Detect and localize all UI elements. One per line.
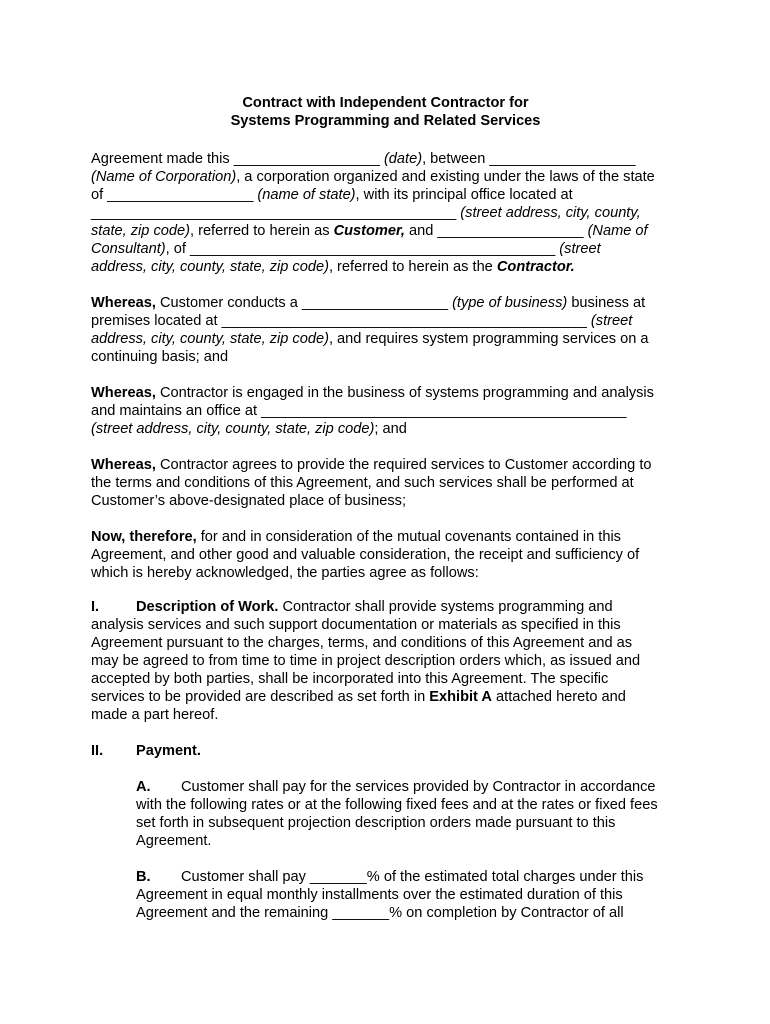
text: attached hereto and: [491, 689, 626, 705]
section-heading: Description of Work.: [136, 599, 279, 615]
text: business at: [567, 295, 646, 311]
blank-business-type: __________________: [301, 295, 449, 311]
text: , referred to herein as the: [328, 259, 497, 275]
text: ; and: [374, 421, 407, 437]
text: of: [91, 187, 108, 203]
section-number: I.: [91, 599, 100, 615]
text: the terms and conditions of this Agreement, and such services shall be performed at: [91, 475, 634, 491]
text: Consultant): [91, 241, 166, 257]
text: and maintains an office at: [91, 403, 262, 419]
text: Agreement.: [136, 833, 212, 849]
text: , referred to herein as: [189, 223, 334, 239]
document-title: [91, 94, 680, 130]
text: Customer shall pay: [181, 869, 310, 885]
text: premises located at: [91, 313, 222, 329]
text: Agreement pursuant to the charges, terms, and conditions of this Agreement and as: [91, 635, 633, 651]
blank-office-address: _____________________________________________: [91, 205, 457, 221]
blank-premises-address: _____________________________________________: [221, 313, 587, 329]
text: , and requires system programming services on a: [328, 331, 649, 347]
text: accepted by both parties, shall be incorporated into this Agreement. The specific: [91, 671, 609, 687]
blank-percent-completion: _______: [332, 905, 390, 921]
text: for and in consideration of the mutual covenants contained in this: [196, 529, 621, 545]
payment-clause-a: [136, 778, 680, 850]
whereas-lead: Whereas,: [91, 385, 156, 401]
text: analysis services and such support documentation or materials as specified in this: [91, 617, 621, 633]
text: made a part hereof.: [91, 707, 219, 723]
now-therefore-lead: Now, therefore,: [91, 529, 197, 545]
text: continuing basis; and: [91, 349, 229, 365]
text: % on completion by Contractor of all: [389, 905, 624, 921]
exhibit-reference: Exhibit A: [429, 689, 492, 705]
text: and: [404, 223, 438, 239]
whereas-paragraph-3: [91, 456, 680, 510]
blank-date: __________________: [233, 151, 380, 167]
text: (Name of: [583, 223, 648, 239]
text: state, zip code): [91, 223, 190, 239]
section-description-of-work: [91, 598, 680, 724]
whereas-lead: Whereas,: [91, 295, 156, 311]
text: which is hereby acknowledged, the parties agree as follows:: [91, 565, 479, 581]
text: Customer conducts a: [155, 295, 302, 311]
blank-corporation: __________________: [489, 151, 636, 167]
intro-paragraph: [91, 150, 680, 276]
whereas-paragraph-2: [91, 384, 680, 438]
text: Contractor is engaged in the business of systems programming and analysis: [155, 385, 654, 401]
text: % of the estimated total charges under this: [366, 869, 644, 885]
title-line-1: Contract with Independent Contractor for: [242, 95, 529, 111]
text: Agreement in equal monthly installments over the estimated duration of this: [136, 887, 623, 903]
text: , of: [165, 241, 190, 257]
text: Customer shall pay for the services provided by Contractor in accordance: [181, 779, 656, 795]
text: (street: [586, 313, 633, 329]
blank-contractor-office: _____________________________________________: [261, 403, 627, 419]
blank-state: __________________: [107, 187, 254, 203]
text: with the following rates or at the following fixed fees and at the rates or fixed fees: [136, 797, 658, 813]
whereas-lead: Whereas,: [91, 457, 156, 473]
text: Agreement and the remaining: [136, 905, 333, 921]
text: (type of business): [448, 295, 568, 311]
clause-label: A.: [136, 779, 151, 795]
contractor-term: Contractor.: [496, 259, 575, 275]
text: (date): [379, 151, 423, 167]
text: (name of state): [253, 187, 356, 203]
text: Agreement made this: [91, 151, 234, 167]
text: services to be provided are described as set forth in: [91, 689, 430, 705]
section-heading: Payment.: [136, 743, 201, 759]
text: , between: [422, 151, 490, 167]
text: Contractor shall provide systems programming and: [278, 599, 613, 615]
text: (street address, city, county, state, zip code): [91, 421, 375, 437]
text: (street address, city, county,: [456, 205, 641, 221]
text: Contractor agrees to provide the required services to Customer according to: [155, 457, 652, 473]
blank-consultant: __________________: [437, 223, 584, 239]
text: Customer’s above-designated place of business;: [91, 493, 407, 509]
text: Agreement, and other good and valuable consideration, the receipt and sufficiency of: [91, 547, 640, 563]
section-payment-heading: [91, 742, 680, 760]
text: , a corporation organized and existing under the laws of the state: [236, 169, 655, 185]
customer-term: Customer,: [333, 223, 405, 239]
clause-label: B.: [136, 869, 151, 885]
blank-percent-installments: _______: [309, 869, 367, 885]
text: (Name of Corporation): [91, 169, 237, 185]
text: address, city, county, state, zip code): [91, 331, 329, 347]
text: (street: [555, 241, 601, 257]
whereas-paragraph-1: [91, 294, 680, 366]
text: set forth in subsequent projection description orders made pursuant to this: [136, 815, 616, 831]
title-line-2: Systems Programming and Related Services: [230, 113, 541, 129]
text: , with its principal office located at: [355, 187, 573, 203]
text: address, city, county, state, zip code): [91, 259, 329, 275]
blank-consultant-address: _____________________________________________: [189, 241, 556, 257]
section-number: II.: [91, 743, 104, 759]
payment-clause-b: [136, 868, 680, 922]
now-therefore-paragraph: [91, 528, 680, 582]
text: may be agreed to from time to time in project description orders which, as issued and: [91, 653, 641, 669]
